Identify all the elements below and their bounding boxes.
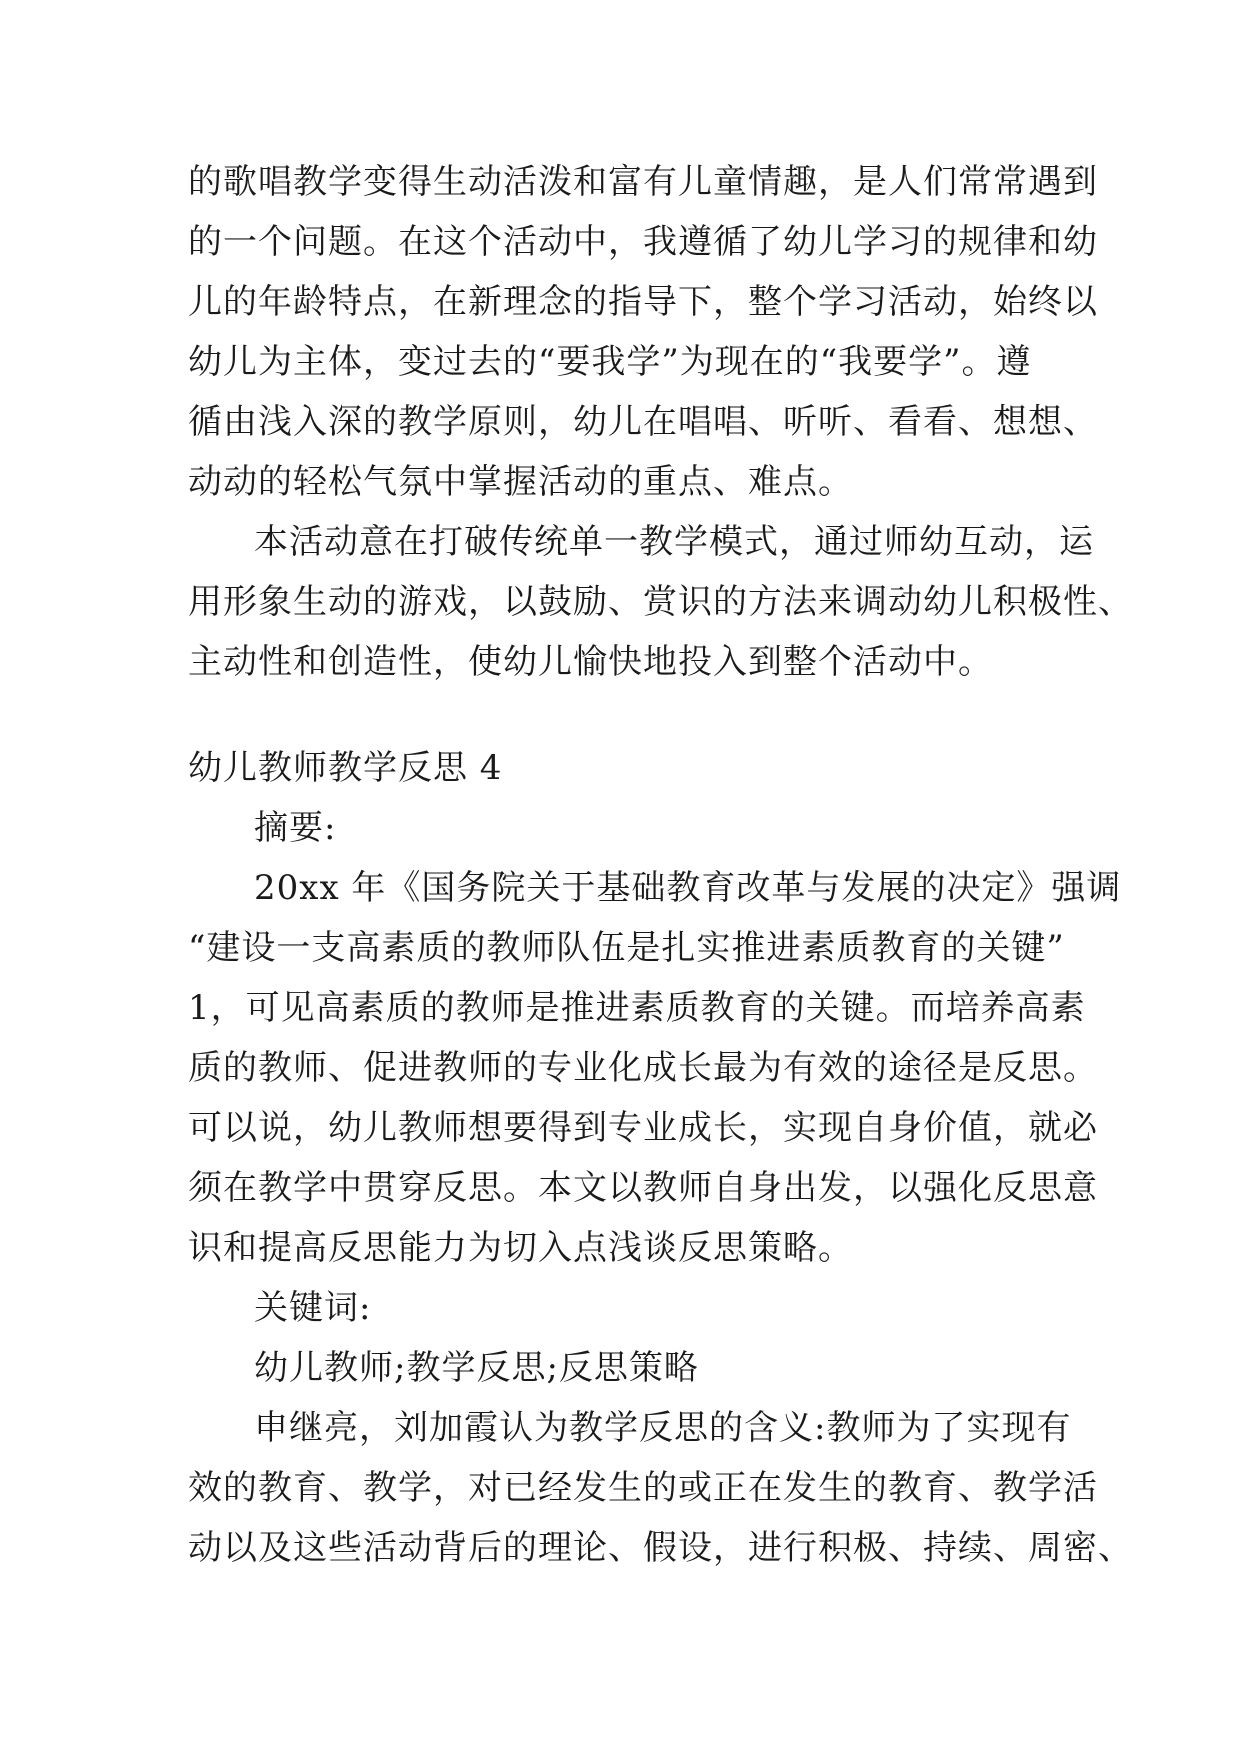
text-line: 1，可见高素质的教师是推进素质教育的关键。而培养高素 (188, 988, 1086, 1028)
text-line: 申继亮，刘加霞认为教学反思的含义:教师为了实现有 (254, 1408, 1072, 1448)
text-line: 儿的年龄特点，在新理念的指导下，整个学习活动，始终以 (188, 282, 1098, 322)
section-heading: 幼儿教师教学反思 4 (188, 748, 503, 788)
text-line: 可以说，幼儿教师想要得到专业成长，实现自身价值，就必 (188, 1108, 1098, 1148)
text-line: 须在教学中贯穿反思。本文以教师自身出发，以强化反思意 (188, 1168, 1098, 1208)
text-line: 的歌唱教学变得生动活泼和富有儿童情趣，是人们常常遇到 (188, 162, 1098, 202)
text-line: 20xx 年《国务院关于基础教育改革与发展的决定》强调 (254, 868, 1122, 908)
text-line: 主动性和创造性，使幼儿愉快地投入到整个活动中。 (188, 642, 993, 682)
abstract-label: 摘要: (254, 808, 337, 848)
text-line: 的一个问题。在这个活动中，我遵循了幼儿学习的规律和幼 (188, 222, 1098, 262)
text-line: 用形象生动的游戏，以鼓励、赏识的方法来调动幼儿积极性、 (188, 582, 1133, 622)
text-line: 质的教师、促进教师的专业化成长最为有效的途径是反思。 (188, 1048, 1098, 1088)
text-line: 效的教育、教学，对已经发生的或正在发生的教育、教学活 (188, 1468, 1098, 1508)
text-line: “建设一支高素质的教师队伍是扎实推进素质教育的关键” (188, 928, 1065, 968)
keywords-label: 关键词: (254, 1288, 372, 1328)
text-line: 本活动意在打破传统单一教学模式，通过师幼互动，运 (254, 522, 1094, 562)
text-line: 动以及这些活动背后的理论、假设，进行积极、持续、周密、 (188, 1528, 1133, 1568)
text-line: 识和提高反思能力为切入点浅谈反思策略。 (188, 1228, 853, 1268)
text-line: 循由浅入深的教学原则，幼儿在唱唱、听听、看看、想想、 (188, 402, 1098, 442)
text-line: 幼儿为主体，变过去的“要我学”为现在的“我要学”。遵 (188, 342, 1032, 382)
text-line: 动动的轻松气氛中掌握活动的重点、难点。 (188, 462, 853, 502)
keywords-list: 幼儿教师;教学反思;反思策略 (254, 1348, 699, 1388)
